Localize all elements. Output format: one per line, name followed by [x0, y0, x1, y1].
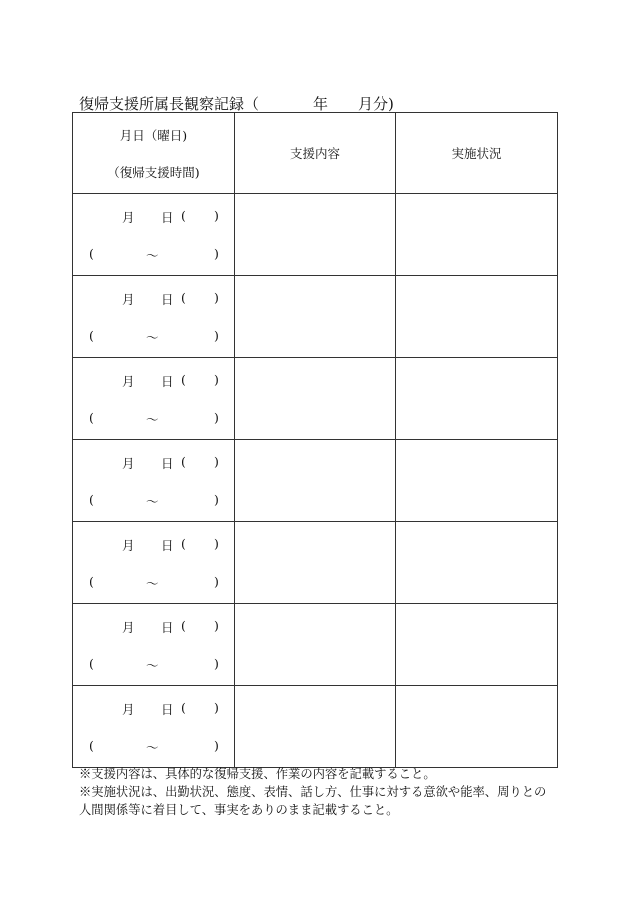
weekday-close-paren: ) — [214, 536, 219, 551]
date-time-cell[interactable] — [73, 686, 235, 768]
implementation-status-cell[interactable] — [396, 194, 558, 276]
time-close-paren: ) — [214, 492, 219, 507]
day-label: 日 — [161, 210, 174, 225]
support-content-cell[interactable] — [235, 276, 396, 358]
day-label: 日 — [161, 456, 174, 471]
month-label: 月 — [122, 538, 135, 553]
header-date-cell — [73, 113, 235, 194]
support-content-cell[interactable] — [235, 522, 396, 604]
header-date-label: 月日（曜日) — [119, 128, 188, 143]
weekday-open-paren: ( — [181, 454, 186, 469]
support-content-cell[interactable] — [235, 194, 396, 276]
header-support-content: 支援内容 — [235, 113, 396, 194]
day-label: 日 — [161, 538, 174, 553]
time-range-tilde: ～ — [146, 576, 159, 591]
weekday-close-paren: ) — [214, 208, 219, 223]
time-range-tilde: ～ — [146, 330, 159, 345]
time-close-paren: ) — [214, 574, 219, 589]
time-close-paren: ) — [214, 738, 219, 753]
date-time-cell[interactable] — [73, 522, 235, 604]
weekday-close-paren: ) — [214, 372, 219, 387]
weekday-close-paren: ) — [214, 700, 219, 715]
date-time-cell[interactable] — [73, 276, 235, 358]
date-time-cell[interactable] — [73, 604, 235, 686]
table-row — [73, 522, 558, 604]
time-open-paren: ( — [89, 492, 94, 507]
table-row — [73, 686, 558, 768]
time-open-paren: ( — [89, 574, 94, 589]
date-time-cell[interactable] — [73, 440, 235, 522]
support-content-cell[interactable] — [235, 440, 396, 522]
date-time-cell[interactable] — [73, 194, 235, 276]
title-year-label: 年 — [313, 95, 329, 113]
time-open-paren: ( — [89, 656, 94, 671]
notes-section — [79, 765, 554, 819]
weekday-open-paren: ( — [181, 208, 186, 223]
time-open-paren: ( — [89, 328, 94, 343]
day-label: 日 — [161, 620, 174, 635]
time-close-paren: ) — [214, 656, 219, 671]
day-label: 日 — [161, 292, 174, 307]
month-label: 月 — [122, 374, 135, 389]
time-open-paren: ( — [89, 410, 94, 425]
page-title — [79, 93, 394, 114]
weekday-open-paren: ( — [181, 700, 186, 715]
month-label: 月 — [122, 620, 135, 635]
note-support-content: ※支援内容は、具体的な復帰支援、作業の内容を記載すること。 — [79, 767, 436, 781]
time-close-paren: ) — [214, 410, 219, 425]
time-range-tilde: ～ — [146, 658, 159, 673]
implementation-status-cell[interactable] — [396, 440, 558, 522]
support-content-cell[interactable] — [235, 358, 396, 440]
note-implementation-status: ※実施状況は、出勤状況、態度、表情、話し方、仕事に対する意欲や能率、周りとの人間関係等に着目して、事実をありのまま記載すること。 — [79, 785, 547, 817]
month-label: 月 — [122, 210, 135, 225]
time-close-paren: ) — [214, 246, 219, 261]
weekday-close-paren: ) — [214, 618, 219, 633]
weekday-open-paren: ( — [181, 618, 186, 633]
day-label: 日 — [161, 374, 174, 389]
weekday-open-paren: ( — [181, 372, 186, 387]
weekday-close-paren: ) — [214, 290, 219, 305]
observation-record-table — [72, 112, 558, 768]
table-row — [73, 440, 558, 522]
month-label: 月 — [122, 702, 135, 717]
title-month-label: 月分) — [358, 95, 394, 113]
title-main: 復帰支援所属長観察記録（ — [79, 95, 260, 113]
time-range-tilde: ～ — [146, 412, 159, 427]
header-implementation-status: 実施状況 — [396, 113, 558, 194]
time-range-tilde: ～ — [146, 740, 159, 755]
weekday-open-paren: ( — [181, 536, 186, 551]
day-label: 日 — [161, 702, 174, 717]
implementation-status-cell[interactable] — [396, 522, 558, 604]
time-range-tilde: ～ — [146, 494, 159, 509]
header-support-time-label: （復帰支援時間) — [107, 165, 200, 180]
time-open-paren: ( — [89, 246, 94, 261]
implementation-status-cell[interactable] — [396, 604, 558, 686]
date-time-cell[interactable] — [73, 358, 235, 440]
table-row — [73, 194, 558, 276]
time-range-tilde: ～ — [146, 248, 159, 263]
weekday-close-paren: ) — [214, 454, 219, 469]
table-row — [73, 604, 558, 686]
implementation-status-cell[interactable] — [396, 358, 558, 440]
implementation-status-cell[interactable] — [396, 686, 558, 768]
implementation-status-cell[interactable] — [396, 276, 558, 358]
month-label: 月 — [122, 292, 135, 307]
table-header-row — [73, 113, 558, 194]
table-row — [73, 358, 558, 440]
time-close-paren: ) — [214, 328, 219, 343]
table-row — [73, 276, 558, 358]
support-content-cell[interactable] — [235, 686, 396, 768]
time-open-paren: ( — [89, 738, 94, 753]
weekday-open-paren: ( — [181, 290, 186, 305]
support-content-cell[interactable] — [235, 604, 396, 686]
month-label: 月 — [122, 456, 135, 471]
